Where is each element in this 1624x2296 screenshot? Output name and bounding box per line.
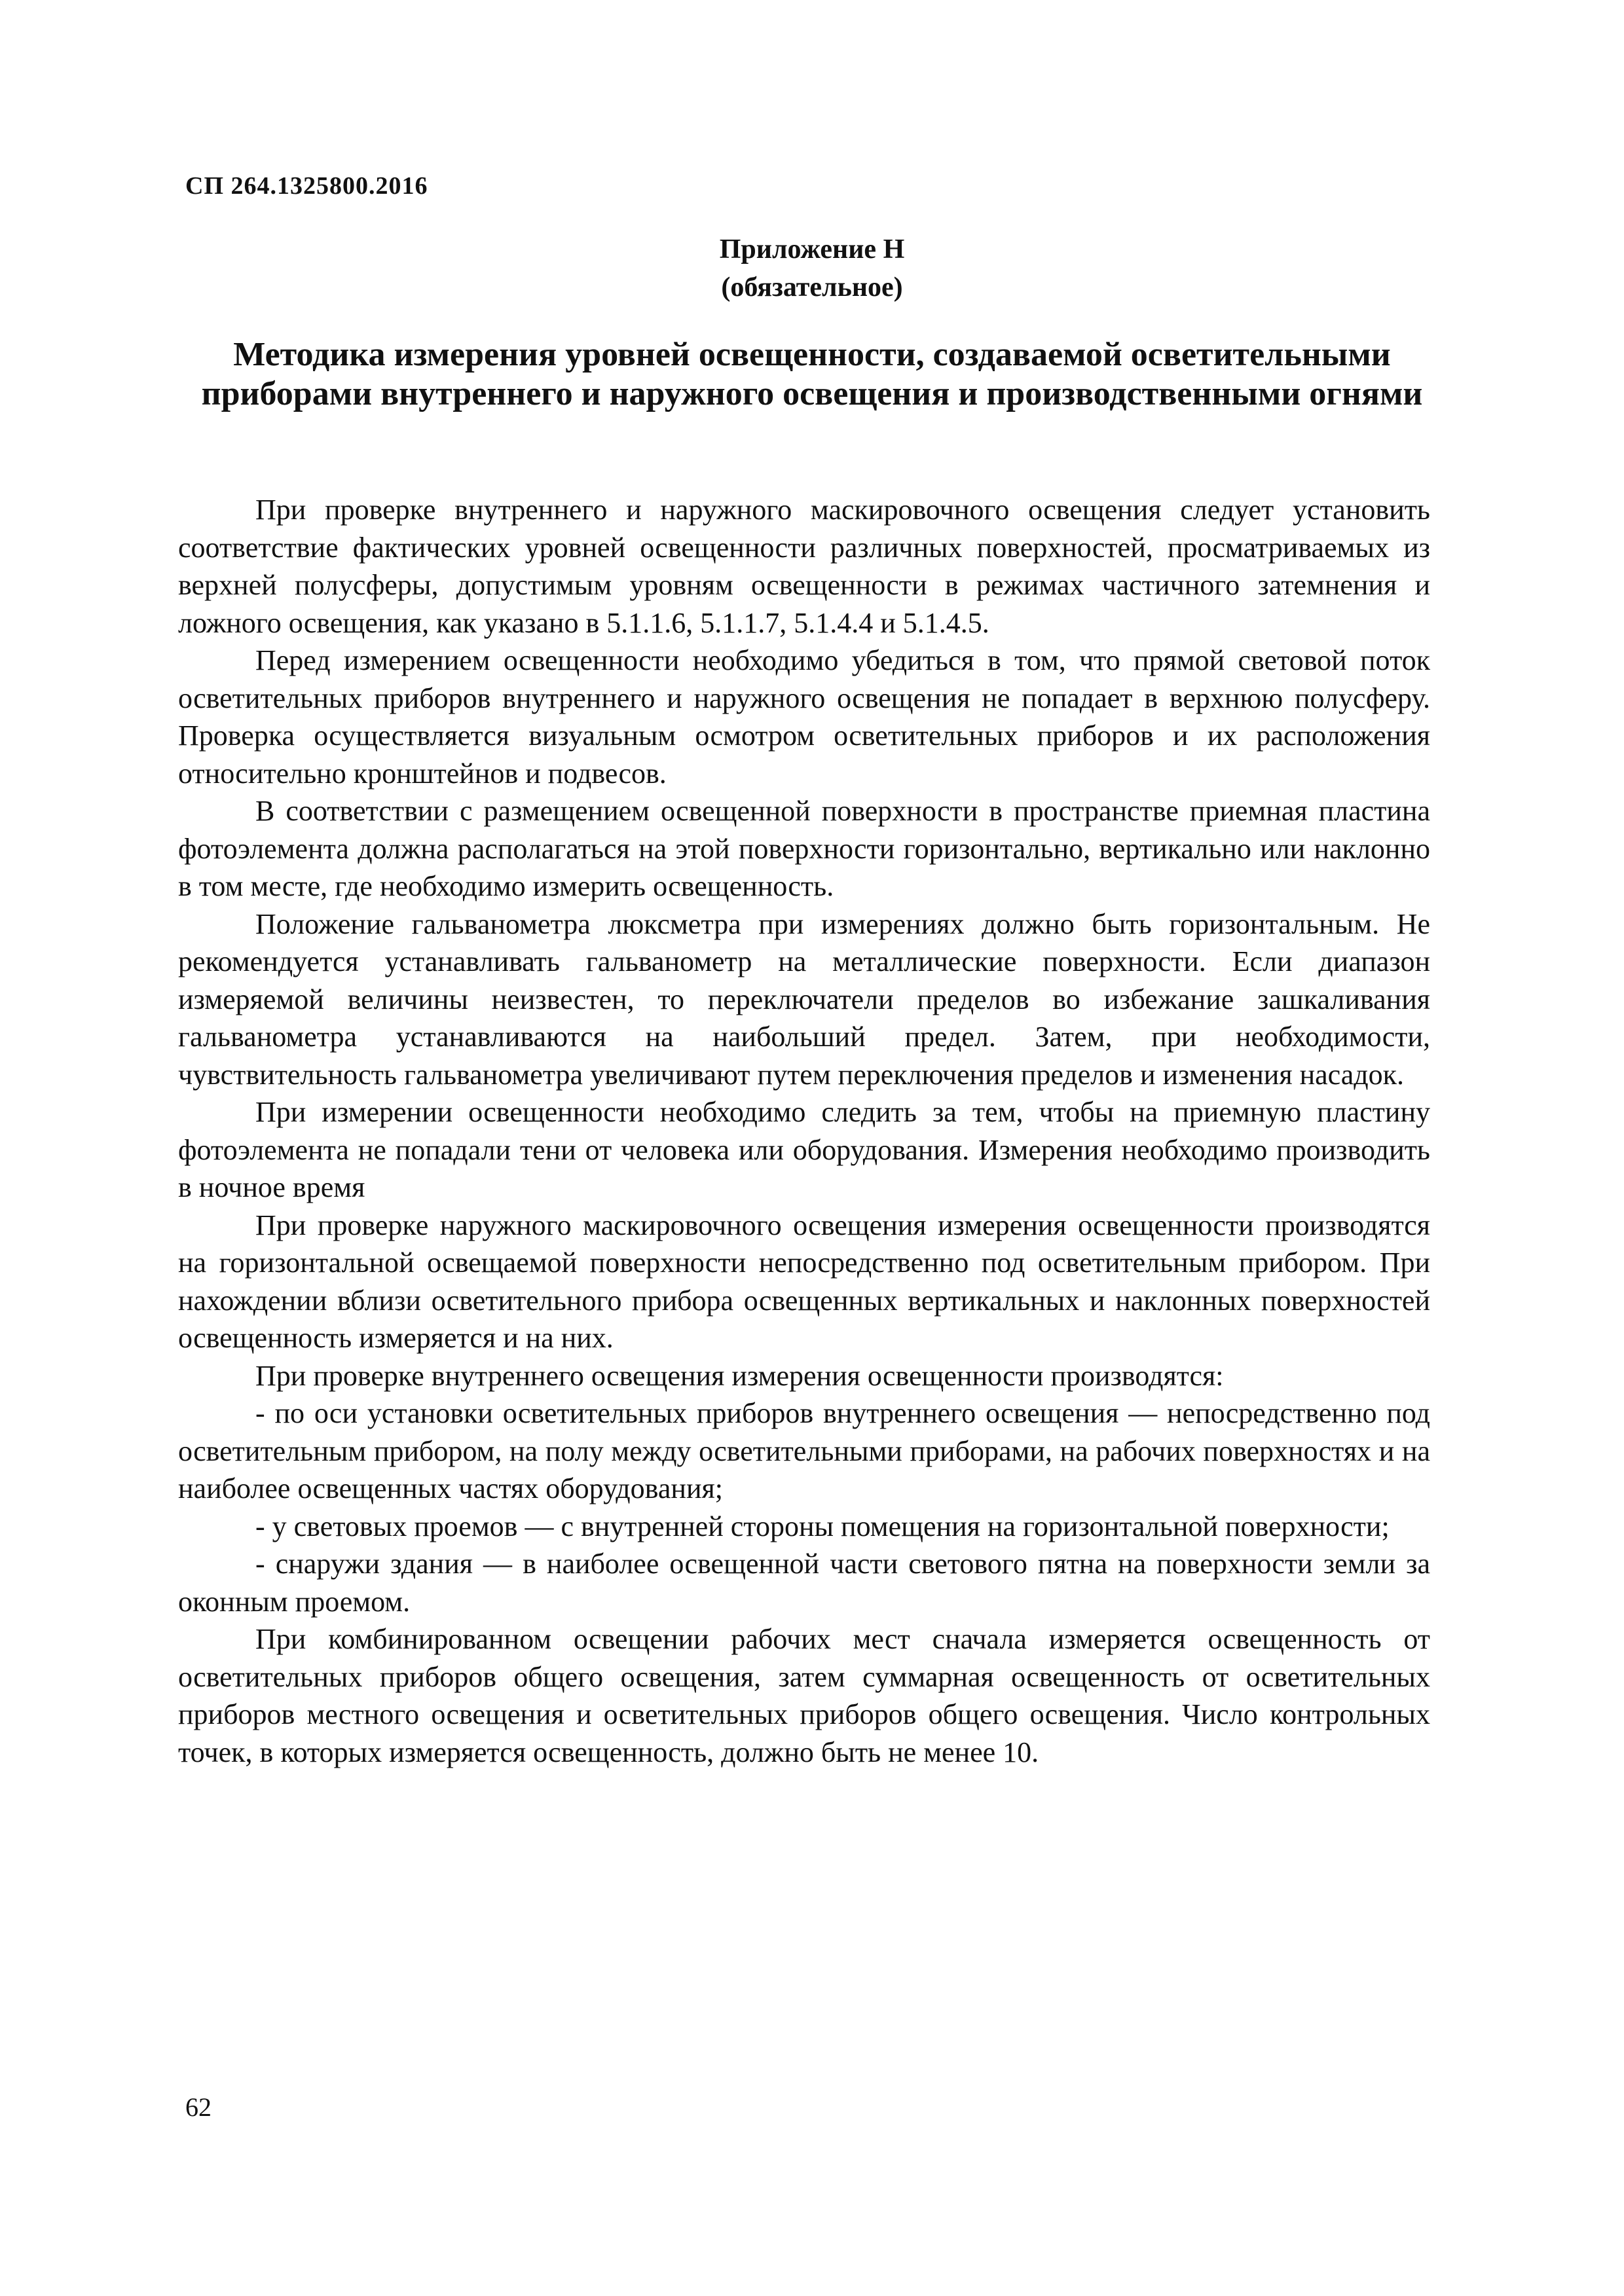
appendix-label: Приложение Н [719,234,905,264]
paragraph: При проверке внутреннего и наружного маскировочного освещения следует установить соответствие фактических уровней освещенности различных поверхностей, просматриваемых из верхней полусферы, допустимым уровням освещенности в режимах частичного затемнения и ложного освещения, как указано в 5.1.1.6, 5.1.1.7, 5.1.4.4 и 5.1.4.5. [178,494,1430,639]
body-text [178,491,1430,1771]
list-item: - снаружи здания — в наиболее освещенной части светового пятна на поверхности земли за оконным проемом. [178,1548,1430,1618]
paragraph: Перед измерением освещенности необходимо убедиться в том, что прямой световой поток осветительных приборов внутреннего и наружного освещения не попадает в верхнюю полусферу. Проверка осуществляется визуальным осмотром осветительных приборов и их расположения относительно кронштейнов и подвесов. [178,644,1430,790]
appendix-heading [0,230,1624,306]
document-code: СП 264.1325800.2016 [185,172,428,200]
appendix-status: (обязательное) [721,272,903,302]
paragraph: При проверке наружного маскировочного освещения измерения освещенности производятся на горизонтальной освещаемой поверхности непосредственно под осветительным прибором. При нахождении вблизи осветительного прибора освещенных вертикальных и наклонных поверхностей освещенность измеряется и на них. [178,1209,1430,1354]
page-number: 62 [185,2092,212,2122]
paragraph: Положение гальванометра люксметра при измерениях должно быть горизонтальным. Не рекомендуется устанавливать гальванометр на металлические поверхности. Если диапазон измеряемой величины неизвестен, то переключатели пределов во избежание зашкаливания гальванометра устанавливаются на наибольший предел. Затем, при необходимости, чувствительность гальванометра увеличивают путем переключения пределов и изменения насадок. [178,907,1430,1091]
paragraph: При комбинированном освещении рабочих мест сначала измеряется освещенность от осветительных приборов общего освещения, затем суммарная освещенность от осветительных приборов местного освещения и осветительных приборов общего освещения. Число контрольных точек, в которых измеряется освещенность, должно быть не менее 10. [178,1623,1430,1768]
paragraph: При измерении освещенности необходимо следить за тем, чтобы на приемную пластину фотоэлемента не попадали тени от человека или оборудования. Измерения необходимо производить в ночное время [178,1096,1430,1203]
paragraph: При проверке внутреннего освещения измерения освещенности производятся: [255,1359,1224,1392]
paragraph: В соответствии с размещением освещенной поверхности в пространстве приемная пластина фотоэлемента должна располагаться на этой поверхности горизонтально, вертикально или наклонно в том месте, где необходимо измерить освещенность. [178,795,1430,902]
list-item: - у световых проемов — с внутренней стороны помещения на горизонтальной поверхности; [255,1510,1390,1542]
section-title: Методика измерения уровней освещенности, создаваемой осветительными приборами внутреннего и наружного освещения и производственными огнями [201,336,1423,412]
list-item: - по оси установки осветительных приборов внутреннего освещения — непосредственно под осветительным прибором, на полу между осветительными приборами, на рабочих поверхностях и на наиболее освещенных частях оборудования; [178,1397,1430,1504]
